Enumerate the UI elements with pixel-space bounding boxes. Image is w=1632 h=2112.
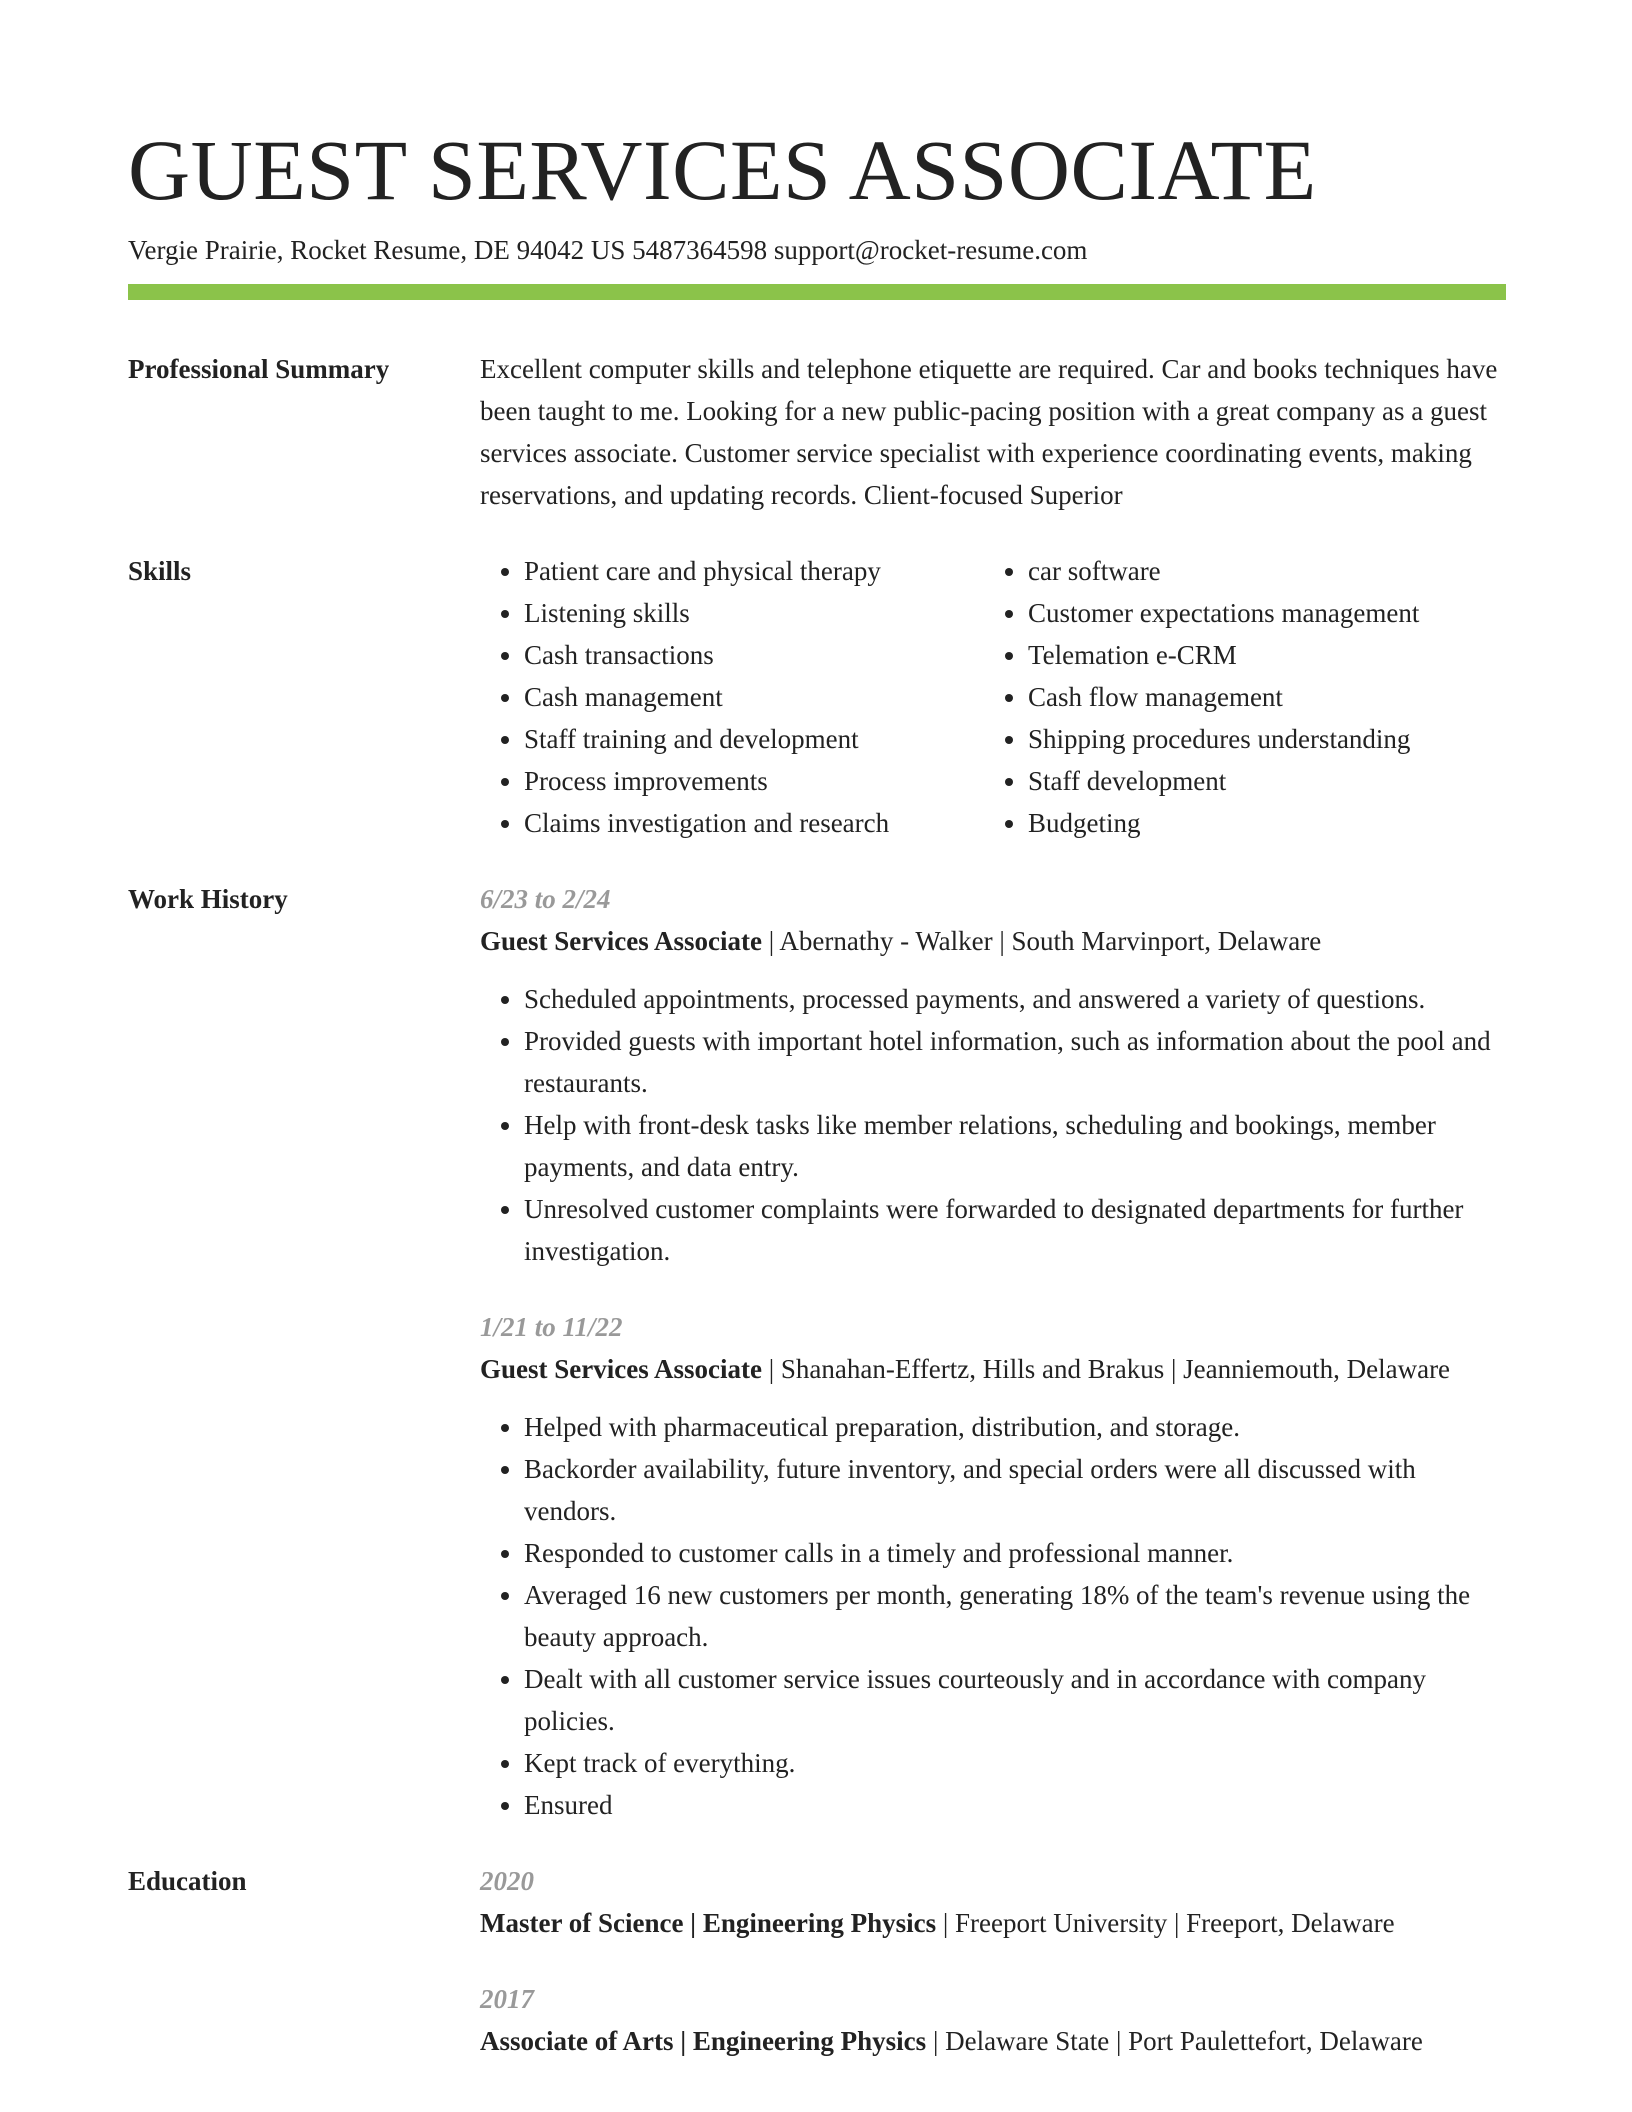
skill-item: • Process improvements [524,760,984,802]
skill-item: • Cash transactions [524,634,984,676]
job-title: Guest Services Associate [480,926,762,956]
job-bullet: • Scheduled appointments, processed payments, and answered a variety of questions. [524,978,1506,1020]
education-line [480,1902,1506,1944]
education-degree: Associate of Arts | Engineering Physics [480,2026,927,2056]
accent-divider [128,284,1506,300]
summary-text: Excellent computer skills and telephone etiquette are required. Car and books techniques have been taught to me. Looking for a new public-pacing position with a great company as a guest services associate. Customer service specialist with experience coordinating events, making reservations, and updating records. Client-focused Superior [480,354,1498,510]
resume-page [128,120,1506,2096]
job-bullets [480,1406,1506,1826]
job-bullet: • Unresolved customer complaints were forwarded to designated departments for further investigation. [524,1188,1506,1272]
skill-item: • Claims investigation and research [524,802,984,844]
job-bullet: • Backorder availability, future inventory, and special orders were all discussed with vendors. [524,1448,1506,1532]
job-bullet: • Provided guests with important hotel information, such as information about the pool and restaurants. [524,1020,1506,1104]
contact-line: Vergie Prairie, Rocket Resume, DE 94042 US 5487364598 support@rocket-resume.com [128,235,1088,265]
skill-item: • Patient care and physical therapy [524,550,984,592]
skill-item: • Cash management [524,676,984,718]
section-heading-skills: Skills [128,556,192,586]
job-date: 6/23 to 2/24 [480,884,611,914]
job-details: | Shanahan-Effertz, Hills and Brakus | Jeanniemouth, Delaware [761,1354,1451,1384]
skills-list-right [984,550,1419,844]
job-details: | Abernathy - Walker | South Marvinport, Delaware [761,926,1322,956]
job-title-line [480,920,1506,962]
skill-item: • car software [1028,550,1419,592]
job-bullet: • Ensured [524,1784,1506,1826]
section-heading-summary: Professional Summary [128,354,390,384]
skills-list-left [480,550,984,844]
job-entry [480,878,1506,1272]
education-details: | Delaware State | Port Paulettefort, Delaware [926,2026,1423,2056]
education-entry [480,1860,1506,1944]
work-history-section [128,878,1506,1826]
skills-section [128,550,1506,844]
skill-item: • Budgeting [1028,802,1419,844]
skill-item: • Staff training and development [524,718,984,760]
education-degree: Master of Science | Engineering Physics [480,1908,937,1938]
job-bullet: • Kept track of everything. [524,1742,1506,1784]
section-heading-work: Work History [128,884,288,914]
job-date: 1/21 to 11/22 [480,1312,623,1342]
job-bullet: • Responded to customer calls in a timely and professional manner. [524,1532,1506,1574]
education-entry [480,1978,1506,2062]
job-title-line [480,1348,1506,1390]
job-bullets [480,978,1506,1272]
education-date: 2017 [480,1984,534,2014]
education-section [128,1860,1506,2062]
skill-item: • Customer expectations management [1028,592,1419,634]
skill-item: • Cash flow management [1028,676,1419,718]
job-bullet: • Help with front-desk tasks like member relations, scheduling and bookings, member payments, and data entry. [524,1104,1506,1188]
job-bullet: • Dealt with all customer service issues courteously and in accordance with company policies. [524,1658,1506,1742]
education-details: | Freeport University | Freeport, Delaware [936,1908,1395,1938]
skill-item: • Telemation e-CRM [1028,634,1419,676]
job-bullet: • Helped with pharmaceutical preparation, distribution, and storage. [524,1406,1506,1448]
resume-title: GUEST SERVICES ASSOCIATE [128,122,1317,218]
job-title: Guest Services Associate [480,1354,762,1384]
section-heading-education: Education [128,1866,247,1896]
summary-section [128,348,1506,516]
job-bullet: • Averaged 16 new customers per month, generating 18% of the team's revenue using the beauty approach. [524,1574,1506,1658]
education-line [480,2020,1506,2062]
skill-item: • Listening skills [524,592,984,634]
education-date: 2020 [480,1866,534,1896]
skill-item: • Staff development [1028,760,1419,802]
job-entry [480,1306,1506,1826]
skill-item: • Shipping procedures understanding [1028,718,1419,760]
